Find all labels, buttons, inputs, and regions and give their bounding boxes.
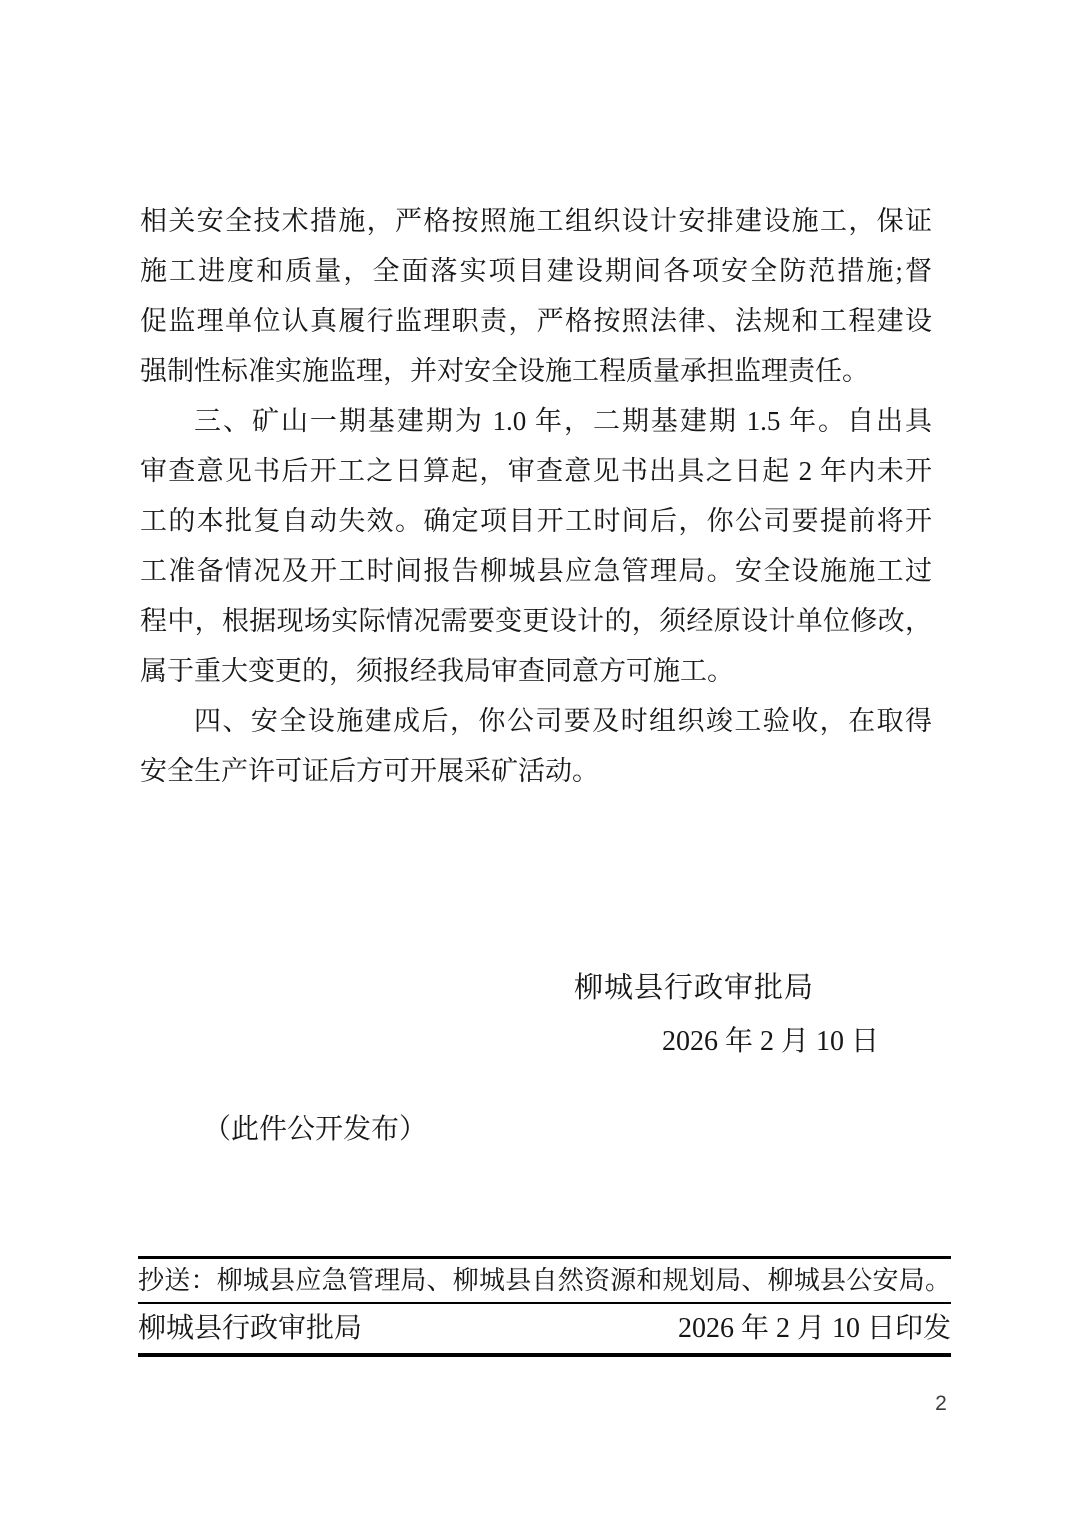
page-number: 2 bbox=[935, 1392, 947, 1415]
body-line: 程中，根据现场实际情况需要变更设计的，须经原设计单位修改， bbox=[140, 606, 932, 636]
body-line: 工准备情况及开工时间报告柳城县应急管理局。安全设施施工过 bbox=[140, 556, 932, 586]
signature-issuer: 柳城县行政审批局 bbox=[574, 972, 815, 1004]
body-line: 审查意见书后开工之日算起，审查意见书出具之日起 2 年内未开 bbox=[140, 456, 932, 486]
footer-divider-bottom bbox=[138, 1353, 951, 1357]
body-line: 属于重大变更的，须报经我局审查同意方可施工。 bbox=[140, 656, 734, 686]
body-line: 工的本批复自动失效。确定项目开工时间后，你公司要提前将开 bbox=[140, 506, 932, 536]
body-line: 三、矿山一期基建期为 1.0 年，二期基建期 1.5 年。自出具 bbox=[194, 406, 932, 436]
body-line: 相关安全技术措施，严格按照施工组织设计安排建设施工，保证 bbox=[140, 206, 932, 236]
public-release-note: （此件公开发布） bbox=[203, 1114, 428, 1145]
footer-print-row bbox=[138, 1304, 951, 1353]
body-line: 促监理单位认真履行监理职责，严格按照法律、法规和工程建设 bbox=[140, 306, 932, 336]
document-footer bbox=[138, 1256, 951, 1357]
body-line: 四、安全设施建成后，你公司要及时组织竣工验收，在取得 bbox=[194, 706, 932, 736]
cc-line: 抄送：柳城县应急管理局、柳城县自然资源和规划局、柳城县公安局。 bbox=[138, 1266, 951, 1295]
body-line: 施工进度和质量，全面落实项目建设期间各项安全防范措施;督 bbox=[140, 256, 932, 286]
document-body bbox=[140, 196, 932, 796]
body-line: 强制性标准实施监理，并对安全设施工程质量承担监理责任。 bbox=[140, 356, 869, 386]
issuing-office: 柳城县行政审批局 bbox=[138, 1313, 363, 1344]
body-line: 安全生产许可证后方可开展采矿活动。 bbox=[140, 756, 599, 786]
print-date: 2026 年 2 月 10 日印发 bbox=[677, 1313, 951, 1344]
signature-date: 2026 年 2 月 10 日 bbox=[662, 1026, 880, 1057]
